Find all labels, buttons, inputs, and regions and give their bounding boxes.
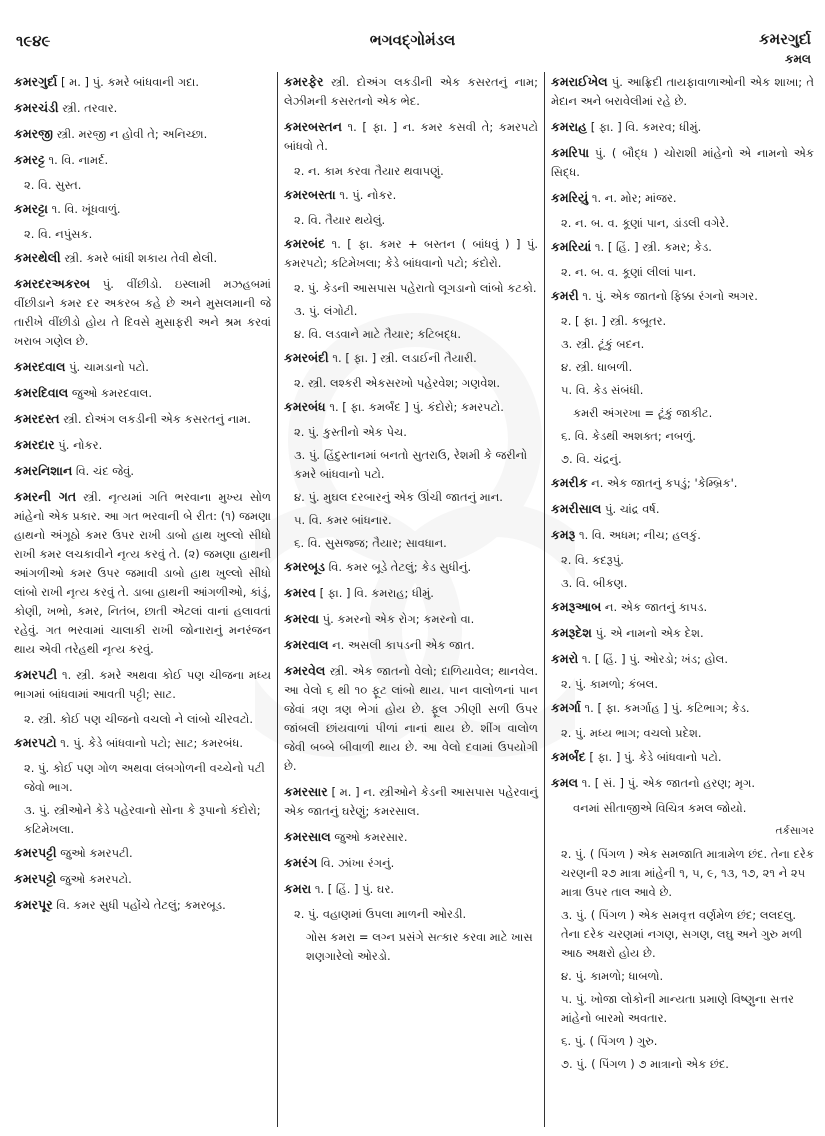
dictionary-entry bbox=[14, 274, 271, 351]
dictionary-entry bbox=[14, 248, 271, 268]
definition: ન. એક જાતનું કાપડ. bbox=[604, 600, 708, 614]
dictionary-entry bbox=[284, 185, 538, 205]
definition: વિ. કમર સુધી પહોંચે તેટલું; કમરબૂડ. bbox=[56, 898, 226, 912]
dictionary-entry bbox=[551, 597, 814, 617]
dictionary-entry bbox=[551, 188, 814, 208]
definition: જુઓ કમરપટી. bbox=[60, 846, 133, 860]
dictionary-entry bbox=[284, 661, 538, 776]
sense: ૨. પું. કામળો; કંબલ. bbox=[561, 677, 658, 691]
headword: કમરિપા bbox=[551, 145, 590, 160]
sense: ૫. વિ. કમર બાંધનાર. bbox=[294, 513, 392, 527]
headword: કમરા bbox=[284, 881, 312, 896]
sense: ૫. વિ. કેડ સંબંધી. bbox=[561, 383, 644, 397]
definition: ૧. [ હિં. ] પું. ઓરડો; ખંડ; હોલ. bbox=[581, 652, 728, 666]
definition: [ મ. ] ન. સ્ત્રીઓને કેડની આસપાસ પહેરવાનું એક જાતનું ઘરેણું; કમરસાલ. bbox=[284, 785, 538, 818]
headword: કમરસાલ bbox=[284, 829, 331, 844]
sense: ૨. વિ. સુસ્ત. bbox=[24, 178, 82, 192]
sense: ૨. પું. ( પિંગળ ) એક સમજાતિ માત્રામેળ છંદ. તેના દરેક ચરણની ૨૭ માત્રા માંહેની ૧, ૫, ૯, ૧૩, ૧૭, ૨૧ ને ૨૫ માત્રા ઉપર તાલ આવે છે. bbox=[561, 847, 814, 899]
dictionary-entry bbox=[14, 895, 271, 915]
definition: પું. કમરનો એક રોગ; કમરનો વા. bbox=[322, 612, 475, 626]
sense: ૪. પું. મુઘલ દરબારનું એક ઊંચી જાતનું માન. bbox=[294, 490, 503, 504]
definition: સ્ત્રી. નૃત્યમાં ગતિ ભરવાના મુખ્ય સોળ માંહેનો એક પ્રકાર. આ ગત ભરવાની બે રીત: (૧) જમણા હાથનો અંગૂઠો કમર ઉપર રાખી ડાબો હાથ ખુલ્લો સીધો રાખી કમર લચકાવીને નૃત્ય કરવું તે. (૨) જમણા હાથની આંગળીઓ કમર ઉપર જમાવી ડાબો હાથ ખુલ્લો સીધો લાંબો રાખી નૃત્ય કરવું તે. ડાબા હાથની આંગળીઓ, કાંડું, કોણી, ખભો, કમર, નિતંબ, છાતી એટલાં વાનાં હલાવતાં રહેવું. ગત ભરવામાં ચાલાકી રાખી જોનારાનું મનરંજન થાય એવી તરેહથી નૃત્ય કરવું. bbox=[14, 490, 272, 656]
dictionary-entry bbox=[551, 525, 814, 545]
dictionary-entry bbox=[14, 72, 271, 92]
headword: કમરૂ bbox=[551, 527, 576, 542]
dictionary-entry bbox=[14, 461, 271, 481]
dictionary-entry bbox=[14, 98, 271, 118]
sense: ૨. ન. કામ કરવા તૈયાર થવાપણું. bbox=[294, 164, 444, 178]
dictionary-entry bbox=[551, 237, 814, 257]
definition: જુઓ કમરસાર. bbox=[334, 830, 408, 844]
headword: કમરદવાલ bbox=[14, 359, 66, 374]
sense: ૫. પું. ખોજા લોકોની માન્યતા પ્રમાણે વિષ્ણુના સત્તર માંહેનો બારમો અવતાર. bbox=[561, 992, 794, 1025]
headword: કમરફેર bbox=[284, 74, 324, 89]
dictionary-entry bbox=[551, 773, 814, 793]
sense: ૩. પું. ( પિંગળ ) એક સમવૃત્ત વર્ણમેળ છંદ; લલદલુ. તેના દરેક ચરણમાં નગણ, સગણ, લઘુ અને ગુરુ મળી આઠ અક્ષરો હોય છે. bbox=[561, 908, 803, 960]
column-left bbox=[14, 72, 278, 1127]
headword: કમરીસાલ bbox=[551, 501, 602, 516]
sense: ૨. પું. મધ્ય ભાગ; વચલો પ્રદેશ. bbox=[561, 726, 702, 740]
definition: ૧. [ ફા. કમર + બસ્તન ( બાંધવું ) ] પું. કમરપટો; કટિમેખલા; કેડે બાંધવાનો પટો; કંદોરો. bbox=[284, 237, 538, 270]
running-title: ભગવદ્ગોમંડલ bbox=[369, 31, 456, 49]
dictionary-entry bbox=[551, 72, 814, 111]
headword: કમરપટી bbox=[14, 667, 58, 682]
sense: ૭. વિ. ચંદ્રનું. bbox=[561, 452, 622, 466]
definition: [ ફા. ] પું. કેડે બાંધવાનો પટો. bbox=[589, 750, 722, 764]
headword: કમરદાર bbox=[14, 437, 55, 452]
headword: કમરબંધ bbox=[284, 399, 326, 414]
dictionary-entry bbox=[284, 234, 538, 273]
dictionary-entry bbox=[551, 143, 814, 182]
headword: કમરિયું bbox=[551, 190, 589, 205]
sense: ૨. ન. બ. વ. કૂણાં લીલાં પાન. bbox=[561, 265, 697, 279]
dictionary-entry bbox=[551, 649, 814, 669]
headword: કમરવાલ bbox=[284, 637, 329, 652]
definition: સ્ત્રી. મરજી ન હોવી તે; અનિચ્છા. bbox=[56, 127, 208, 141]
headword: કમરથેલી bbox=[14, 250, 61, 265]
sense: ૨. ન. બ. વ. કૂણાં પાન, ડાંડલી વગેરે. bbox=[561, 216, 729, 230]
headword: કમરદરઅકરબ bbox=[14, 276, 91, 291]
definition: [ મ. ] પું. કમરે બાંધવાની ગદા. bbox=[60, 75, 200, 89]
headword: કમરપટ્ટો bbox=[14, 871, 57, 886]
dictionary-entry bbox=[284, 827, 538, 847]
guide-word-first: કમરગુર્દા bbox=[759, 30, 811, 48]
sense: ૬. પું. ( પિંગળ ) ગુરુ. bbox=[561, 1034, 658, 1048]
dictionary-entry bbox=[284, 557, 538, 577]
definition: ૧. [ ફા. ] સ્ત્રી. લડાઈની તૈયારી. bbox=[332, 351, 477, 365]
dictionary-entry bbox=[551, 286, 814, 306]
sense: ૩. પું. લંગોટી. bbox=[294, 304, 358, 318]
page-number: ૧૯૪૯ bbox=[16, 32, 51, 50]
sense: ૪. વિ. લડવાને માટે તૈયાર; કટિબદ્ધ. bbox=[294, 327, 461, 341]
headword: કમર્બંદ bbox=[551, 749, 586, 764]
dictionary-entry bbox=[284, 117, 538, 156]
headword: કમરની ગત bbox=[14, 489, 77, 504]
dictionary-entry bbox=[284, 583, 538, 603]
sense: ૬. વિ. કેડથી અશક્ત; નબળું. bbox=[561, 429, 696, 443]
headword: કમરચંડી bbox=[14, 100, 59, 115]
definition: ૧. [ સં. ] પું. એક જાતનો હરણ; મૃગ. bbox=[581, 776, 756, 790]
dictionary-entry bbox=[14, 124, 271, 144]
sense: ૨. પું. વહાણમાં ઉપલા માળની ઓરડી. bbox=[294, 907, 467, 921]
headword: કમરબૂડ bbox=[284, 559, 326, 574]
dictionary-entry bbox=[14, 383, 271, 403]
sense: ૬. વિ. સુસજ્જ; તૈયાર; સાવધાન. bbox=[294, 536, 447, 550]
definition: વિ. કમર બૂડે તેટલું; કેડ સુધીનું. bbox=[328, 560, 472, 574]
definition: સ્ત્રી. એક જાતનો વેલો; દાળિયાવેલ; થાનવેલ. આ વેલો ૬ થી ૧૦ ફૂટ લાંબો થાય. પાન વાલોળનાં પાન જેવાં ત્રણ ત્રણ ભેગાં હોય છે. ફૂલ ઝીણી સળી ઉપર જાંબલી છાંયવાળાં પીળાં નાનાં થાય છે. શીંગ વાલોળ જેવી બબ્બે બીવાળી થાય છે. આ વેલો દવામાં ઉપયોગી છે. bbox=[284, 664, 538, 773]
dictionary-entry bbox=[14, 665, 271, 704]
sense: ૨. પું. કોઈ પણ ગોળ અથવા લંબગોળની વચ્ચેનો પટી જેવો ભાગ. bbox=[24, 761, 265, 794]
headword: કમરટ્ટા bbox=[14, 201, 48, 216]
sense: ૩. વિ. બીકણ. bbox=[561, 576, 628, 590]
definition: સ્ત્રી. દોઅંગ લકડીની એક કસરતનું નામ. bbox=[63, 412, 251, 426]
sense: ૪. સ્ત્રી. ધાબળી. bbox=[561, 360, 633, 374]
dictionary-entry bbox=[551, 698, 814, 718]
headword: કમરદસ્ત bbox=[14, 411, 60, 426]
headword: કમરાહ bbox=[551, 119, 588, 134]
headword: કમરનિશાન bbox=[14, 463, 73, 478]
definition: ૧. પું. એક જાતનો ફિક્કા રંગનો અગર. bbox=[582, 289, 758, 303]
definition: ૧. ન. મોર; માંજર. bbox=[591, 191, 677, 205]
definition: પું. વીંછીડો. ઇસ્લામી મઝહબમાં વીંછીડાને કમર દર અકરબ કહે છે અને મુસલમાની જે તારીખે વીંછીડો હોય તે દિવસે મુસાફરી અને શ્રમ કરવાં ખરાબ ગણેલ છે. bbox=[14, 277, 271, 348]
headword: કમલ bbox=[551, 775, 579, 790]
headword: કમરબસ્તા bbox=[284, 187, 336, 202]
dictionary-entry bbox=[284, 853, 538, 873]
usage-example: ગોસ કમરા = લગ્ન પ્રસંગે સત્કાર કરવા માટે ખાસ શણગારેલો ઓરડો. bbox=[306, 930, 533, 963]
headword: કમરૂઆબ bbox=[551, 599, 602, 614]
sense: ૩. પું. સ્ત્રીઓને કેડે પહેરવાનો સોના કે રૂપાનો કંદોરો; કટિમેખલા. bbox=[24, 803, 261, 836]
column-right bbox=[545, 72, 814, 1127]
headword: કમરપટ્ટી bbox=[14, 845, 57, 860]
dictionary-entry bbox=[551, 623, 814, 643]
dictionary-entry bbox=[551, 747, 814, 767]
dictionary-entry bbox=[14, 733, 271, 753]
definition: પું. ચામડાનો પટો. bbox=[69, 360, 149, 374]
definition: ન. અસલી કાપડની એક જાત. bbox=[332, 638, 475, 652]
definition: પું. આફ્રિદી તાયફાવાળાઓની એક શાખા; તે મેદાન અને બરાવેલીમાં રહે છે. bbox=[551, 75, 814, 108]
sense: ૨. વિ. નપુંસક. bbox=[24, 227, 93, 241]
definition: ૧. સ્ત્રી. કમરે અથવા કોઈ પણ ચીજના મધ્ય ભાગમાં બાંધવામાં આવતી પટ્ટી; સાટ. bbox=[14, 668, 272, 701]
headword: કમરંગ bbox=[284, 855, 318, 870]
headword: કમરસાર bbox=[284, 784, 328, 799]
headword: કમરટ્ટ bbox=[14, 152, 45, 167]
headword: કમરિયાં bbox=[551, 239, 592, 254]
dictionary-entry bbox=[284, 609, 538, 629]
sense: ૩. સ્ત્રી. ટૂંકું બદન. bbox=[561, 337, 645, 351]
sense: ૨. સ્ત્રી. લશ્કરી એકસરખો પહેરવેશ; ગણવેશ. bbox=[294, 376, 501, 390]
headword: કમરજી bbox=[14, 126, 53, 141]
dictionary-entry bbox=[284, 72, 538, 111]
dictionary-entry bbox=[14, 357, 271, 377]
sense: ૨. વિ. તૈયાર થયેલું. bbox=[294, 213, 386, 227]
sense: ૨. પું. કુસ્તીનો એક પેચ. bbox=[294, 425, 407, 439]
definition: ૧. [ ફા. ] ન. કમર કસવી તે; કમરપટો બાંધવો તે. bbox=[284, 120, 539, 153]
definition: પું. એ નામનો એક દેશ. bbox=[595, 626, 704, 640]
guide-word-last: કમલ bbox=[784, 52, 811, 66]
sense: ૭. પું. ( પિંગળ ) ૭ માત્રાનો એક છંદ. bbox=[561, 1057, 729, 1071]
definition: ૧. [ ફા. કમર્બંદ ] પું. કંદોરો; કમરપટો. bbox=[329, 400, 504, 414]
dictionary-entry bbox=[14, 435, 271, 455]
dictionary-entry bbox=[551, 117, 814, 137]
headword: કમરબસ્તન bbox=[284, 119, 342, 134]
definition: ૧. વિ. અધમ; નીચ; હલકું. bbox=[578, 528, 701, 542]
dictionary-entry bbox=[14, 199, 271, 219]
sense: ૨. પું. કેડની આસપાસ પહેરાતો લૂગડાનો લાંબો કટકો. bbox=[294, 281, 537, 295]
definition: વિ. ઝાંખા રંગનું. bbox=[320, 856, 395, 870]
citation-source: તર્કસાગર bbox=[775, 825, 814, 837]
headword: કમરગુર્દા bbox=[14, 74, 58, 89]
dictionary-columns bbox=[14, 72, 814, 1127]
sense: ૩. પું. હિંદુસ્તાનમાં બનતો સુતરાઉ, રેશમી કે જરીનો કમરે બાંધવાનો પટો. bbox=[294, 448, 528, 481]
headword: કમરવેલ bbox=[284, 663, 326, 678]
headword: કમરબંદી bbox=[284, 350, 329, 365]
definition: ૧. [ ફા. કમર્ગાહ ] પું. કટિભાગ; કેડ. bbox=[584, 701, 750, 715]
definition: ૧. વિ. નામર્દ. bbox=[48, 153, 109, 167]
usage-example: વનમાં સીતાજીએ વિચિત્ર કમલ જોયો. bbox=[573, 801, 747, 815]
definition: પું. નોકર. bbox=[58, 438, 103, 452]
dictionary-entry bbox=[14, 843, 271, 863]
definition: પું. ( બૌદ્ધ ) ચોરાશી માંહેનો એ નામનો એક સિદ્ધ. bbox=[551, 146, 815, 179]
definition: સ્ત્રી. તરવાર. bbox=[62, 101, 118, 115]
definition: ૧. પું. કેડે બાંધવાનો પટો; સાટ; કમરબંધ. bbox=[60, 736, 244, 750]
dictionary-entry bbox=[284, 635, 538, 655]
definition: પું. ચાંદ્ર વર્ષ. bbox=[604, 502, 660, 516]
sense: ૪. પું. કામળો; ધાબળો. bbox=[561, 969, 664, 983]
headword: કમરો bbox=[551, 651, 579, 666]
definition: ૧. [ હિં. ] પું. ઘર. bbox=[314, 882, 395, 896]
headword: કમરાઈખેલ bbox=[551, 74, 608, 89]
definition: સ્ત્રી. કમરે બાંધી શકાય તેવી થેલી. bbox=[64, 251, 218, 265]
dictionary-entry bbox=[284, 879, 538, 899]
definition: જુઓ કમરપટો. bbox=[59, 872, 132, 886]
definition: ૧. [ હિં. ] સ્ત્રી. કમર; કેડ. bbox=[594, 240, 712, 254]
column-middle bbox=[278, 72, 545, 1127]
definition: વિ. ચંદ જેવું. bbox=[75, 464, 134, 478]
definition: સ્ત્રી. દોઅંગ લકડીની એક કસરતનું નામ; લેઝીમની કસરતનો એક ભેદ. bbox=[284, 75, 538, 108]
headword: કમરપૂર bbox=[14, 897, 53, 912]
sense: ૨. સ્ત્રી. કોઈ પણ ચીજનો વચલો ને લાંબો ચીરવટો. bbox=[24, 712, 254, 726]
definition: [ ફા. ] વિ. કમરવ; ધીમું. bbox=[590, 120, 702, 134]
dictionary-entry bbox=[14, 150, 271, 170]
usage-example: કમરી અંગરખા = ટૂંકું જાકીટ. bbox=[573, 406, 713, 420]
dictionary-entry bbox=[14, 487, 271, 659]
headword: કમર્ગા bbox=[551, 700, 581, 715]
dictionary-entry bbox=[284, 782, 538, 821]
dictionary-entry bbox=[551, 499, 814, 519]
definition: ૧. પું. નોકર. bbox=[339, 188, 397, 202]
dictionary-entry bbox=[284, 348, 538, 368]
headword: કમરવ bbox=[284, 585, 316, 600]
headword: કમરપટો bbox=[14, 735, 57, 750]
definition: [ ફા. ] વિ. કમરાહ; ધીમું. bbox=[319, 586, 434, 600]
headword: કમરીક bbox=[551, 475, 588, 490]
dictionary-entry bbox=[551, 473, 814, 493]
dictionary-entry bbox=[284, 397, 538, 417]
dictionary-entry bbox=[14, 409, 271, 429]
page-header bbox=[0, 0, 825, 66]
definition: ૧. વિ. ખૂંધવાળું. bbox=[51, 202, 121, 216]
headword: કમરૂદેશ bbox=[551, 625, 592, 640]
definition: ન. એક જાતનું કપડું; 'કેમ્બ્રિક'. bbox=[591, 476, 738, 490]
definition: જુઓ કમરદવાલ. bbox=[71, 386, 152, 400]
dictionary-entry bbox=[14, 869, 271, 889]
headword: કમરવા bbox=[284, 611, 319, 626]
headword: કમરી bbox=[551, 288, 579, 303]
headword: કમરદિવાલ bbox=[14, 385, 69, 400]
sense: ૨. [ ફા. ] સ્ત્રી. કબૂતર. bbox=[561, 314, 667, 328]
sense: ૨. વિ. કદરૂપું. bbox=[561, 553, 624, 567]
headword: કમરબંદ bbox=[284, 236, 326, 251]
